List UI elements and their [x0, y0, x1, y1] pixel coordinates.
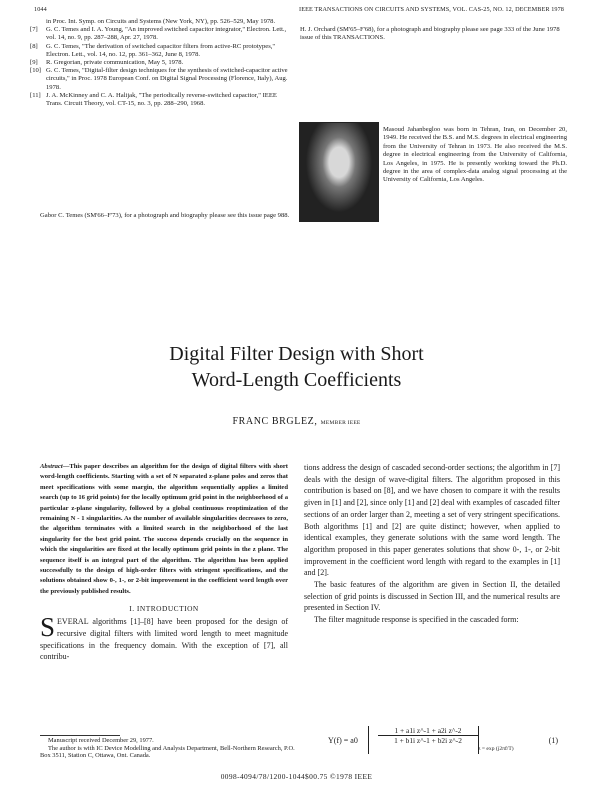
- intro-paragraph: SEVERAL algorithms [1]–[8] have been proposed for the design of recursive digital filters with limited word length to meet magnitude specifications in the frequency domain. With the exception of [7], all contribu-: [40, 612, 288, 662]
- equation-lhs: Y(f) = a0: [328, 736, 358, 745]
- bio-temes: Gabor C. Temes (SM'66–F'73), for a photograph and biography please see this issue page 988.: [40, 212, 290, 219]
- section-heading: I. INTRODUCTION: [129, 604, 199, 614]
- reference-item: [8] G. C. Temes, "The derivation of switched capacitor filters from active-RC prototypes," Electron. Lett., vol. 14, no. 12, pp. 361–362, June 8, 1978.: [30, 42, 276, 58]
- equation-fraction: $\frac{\text{1 + a1i z\textasciicircum{}-1 + a2i z\textasciicircum{}-2}}{\text{1 + b1i z\textasciicircum{}-1 + b2i z\textasciicircum{}-2}}$: [378, 726, 478, 745]
- copyright-line: 0098-4094/78/1200-1044$00.75 ©1978 IEEE: [220, 772, 373, 781]
- body-paragraph: tions address the design of cascaded second-order sections; the algorithm in [7] deals with the design of wave-digital filters. The algorithm proposed in this contribution is based on [8], and we have chosen to compare it with the results given in [1] and [2], since only [1] and [2] deal with examples of cascaded filter sections of an order larger than 2, meeting a set of very stringent specifications. Both algorithms [1] and [2] are quite distinct; however, when applied to identical examples, they generate solutions with the same word length. The algorithm proposed in this paper generates solutions that show 0-, 1-, or 2-bit improvement in the coefficient word length with regard to the examples in [1] and [2].: [304, 463, 560, 578]
- author-name: FRANC BRGLEZ,: [232, 416, 318, 427]
- drop-cap: S: [40, 612, 56, 643]
- equation-number: (1): [548, 736, 558, 745]
- reference-item: [7] G. C. Temes and I. A. Young, "An improved switched capacitor integrator," Electron. Lett., vol. 14, no. 9, pp. 287–288, Apr. 27, 1978.: [30, 26, 287, 42]
- author-line: [0, 416, 593, 427]
- footnotes: Manuscript received December 29, 1977. The author is with IC Device Modelling and Analysis Department, Bell-Northern Research, P.O. Box 3511, Station C, Ottawa, Ont. Canada.: [40, 737, 295, 760]
- author-photo: [299, 122, 379, 222]
- abstract: [40, 462, 288, 597]
- body-paragraph: The basic features of the algorithm are given in Section II, the detailed selection of grid points is discussed in Section III, and the numerical results are presented in Section IV.: [304, 580, 560, 613]
- page-number: 1044: [34, 6, 47, 13]
- abstract-text: —This paper describes an algorithm for the design of digital filters with short word-length coefficients. Starting with a set of N separated z-plane poles and zeros that meet specifications with some margin, the algorithm sequentially applies a limited search (up to 16 grid points) for the locally optimum grid point in the neighborhood of a particular z-plane singularity, followed by a global continuous reoptimization of the remaining N - 1 singularities. As the number of available singularities decreases to zero, the algorithm terminates with a limited search in the neighborhood of the last singularity for the best grid point. The success depends crucially on the sequence in which the singularities are fixed at the locally optimum grid points in the z plane. The sequence itself is an integral part of the algorithm. The algorithm has been applied successfully to the design of high-order filters with stringent specifications, and the solutions obtained show 0-, 1-, or 2-bit improvement in the coefficient word length over the previously published results.: [40, 463, 288, 595]
- equation-subscript: z = exp (j2πf/T): [478, 746, 514, 752]
- reference-list: [30, 18, 292, 108]
- author-membership: MEMBER IEEE: [320, 420, 361, 426]
- reference-item: [9] R. Gregorian, private communication, May 5, 1978.: [30, 59, 184, 67]
- bio-jahanbegloo: Masoud Jahanbegloo was born in Tehran, Iran, on December 20, 1949. He received the B.S. and M.S. degrees in electrical engineering from the University of Tehran in 1973. He also received the M.S. degree in electrical engineering from the University of California, Los Angeles, in 1975. He is presently working toward the Ph.D. degree in the area of complex-data analog signal processing at the University of California, Los Angeles.: [383, 126, 567, 184]
- left-column: [40, 462, 288, 663]
- body-paragraph: The filter magnitude response is specified in the cascaded form:: [314, 615, 519, 625]
- reference-item: in Proc. Int. Symp. on Circuits and Systems (New York, NY), pp. 526–529, May 1978.: [46, 18, 276, 25]
- paper-title: Digital Filter Design with Short Word-Length Coefficients: [169, 343, 424, 391]
- bio-orchard: H. J. Orchard (SM'65–F'68), for a photograph and biography please see page 333 of the June 1978 issue of this TRANSACTIONS.: [300, 26, 560, 42]
- reference-item: [11] J. A. McKinney and C. A. Halijak, "The periodically reverse-switched capacitor," IEEE Trans. Circuit Theory, vol. CT-15, no. 3, pp. 288–290, 1968.: [30, 91, 277, 108]
- abstract-label: Abstract: [40, 463, 63, 470]
- reference-item: [10] G. C. Temes, "Digital-filter design techniques for the synthesis of switched-capacitor active circuits," in Proc. 1978 European Conf. on Digital Signal Processing (Florence, Italy), Aug. 1978.: [30, 67, 288, 91]
- equation-1: [328, 726, 558, 762]
- journal-title: IEEE TRANSACTIONS ON CIRCUITS AND SYSTEMS, VOL. CAS-25, NO. 12, DECEMBER 1978: [299, 6, 564, 13]
- right-column: [304, 462, 560, 626]
- footnote-rule: [40, 735, 120, 736]
